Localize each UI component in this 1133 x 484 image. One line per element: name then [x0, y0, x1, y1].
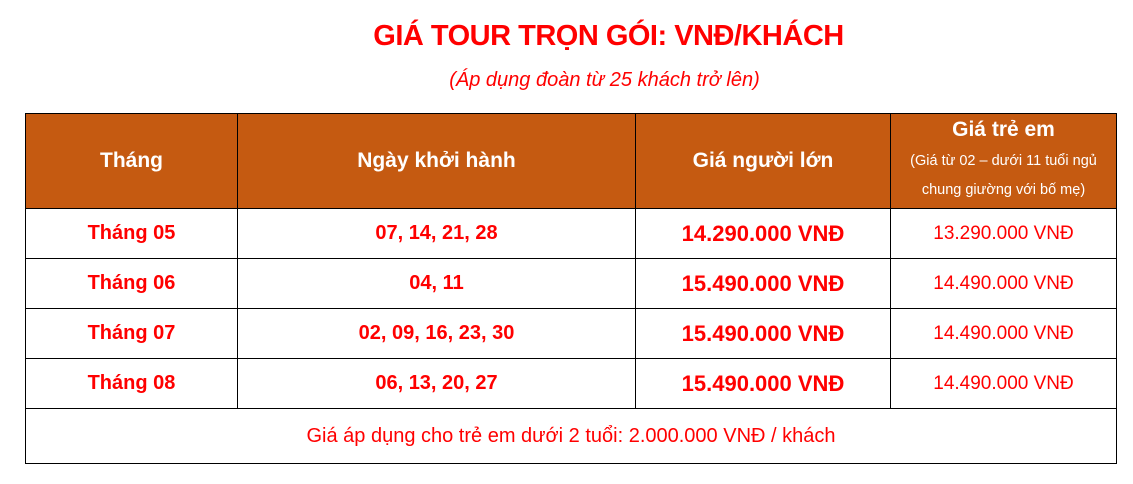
- table-footer: [26, 409, 1117, 464]
- departure-dates-cell: 06, 13, 20, 27: [238, 359, 636, 409]
- month-cell: Tháng 07: [26, 309, 238, 359]
- adult-price-cell: 15.490.000 VNĐ: [636, 259, 891, 309]
- child-price-cell: 14.490.000 VNĐ: [891, 359, 1117, 409]
- column-header-month: [26, 114, 238, 209]
- infant-price-note: Giá áp dụng cho trẻ em dưới 2 tuổi: 2.000.000 VNĐ / khách: [26, 409, 1117, 464]
- column-header-child-price-label: Giá trẻ em: [952, 118, 1055, 142]
- column-header-adult-price: [636, 114, 891, 209]
- table-row: [26, 209, 1117, 259]
- column-header-child-price-note: (Giá từ 02 – dưới 11 tuổi ngủ chung giường với bố mẹ): [910, 153, 1097, 198]
- child-price-cell: 14.490.000 VNĐ: [891, 259, 1117, 309]
- table-row: [26, 309, 1117, 359]
- adult-price-cell: 15.490.000 VNĐ: [636, 309, 891, 359]
- departure-dates-cell: 07, 14, 21, 28: [238, 209, 636, 259]
- column-header-departure-dates-label: Ngày khởi hành: [357, 149, 516, 172]
- table-row: [26, 359, 1117, 409]
- header-row: [26, 114, 1117, 209]
- column-header-child-price: [891, 114, 1117, 209]
- month-cell: Tháng 08: [26, 359, 238, 409]
- adult-price-cell: 15.490.000 VNĐ: [636, 359, 891, 409]
- tour-price-table: [25, 113, 1117, 464]
- departure-dates-cell: 04, 11: [238, 259, 636, 309]
- child-price-cell: 14.490.000 VNĐ: [891, 309, 1117, 359]
- child-price-cell: 13.290.000 VNĐ: [891, 209, 1117, 259]
- table-body: [26, 209, 1117, 409]
- month-cell: Tháng 06: [26, 259, 238, 309]
- departure-dates-cell: 02, 09, 16, 23, 30: [238, 309, 636, 359]
- table-header: [26, 114, 1117, 209]
- footer-row: [26, 409, 1117, 464]
- column-header-departure-dates: [238, 114, 636, 209]
- page-subtitle: (Áp dụng đoàn từ 25 khách trở lên): [449, 69, 760, 91]
- adult-price-cell: 14.290.000 VNĐ: [636, 209, 891, 259]
- column-header-adult-price-label: Giá người lớn: [692, 149, 834, 172]
- page-title: GIÁ TOUR TRỌN GÓI: VNĐ/KHÁCH: [373, 20, 844, 52]
- month-cell: Tháng 05: [26, 209, 238, 259]
- table-row: [26, 259, 1117, 309]
- column-header-month-label: Tháng: [100, 149, 163, 172]
